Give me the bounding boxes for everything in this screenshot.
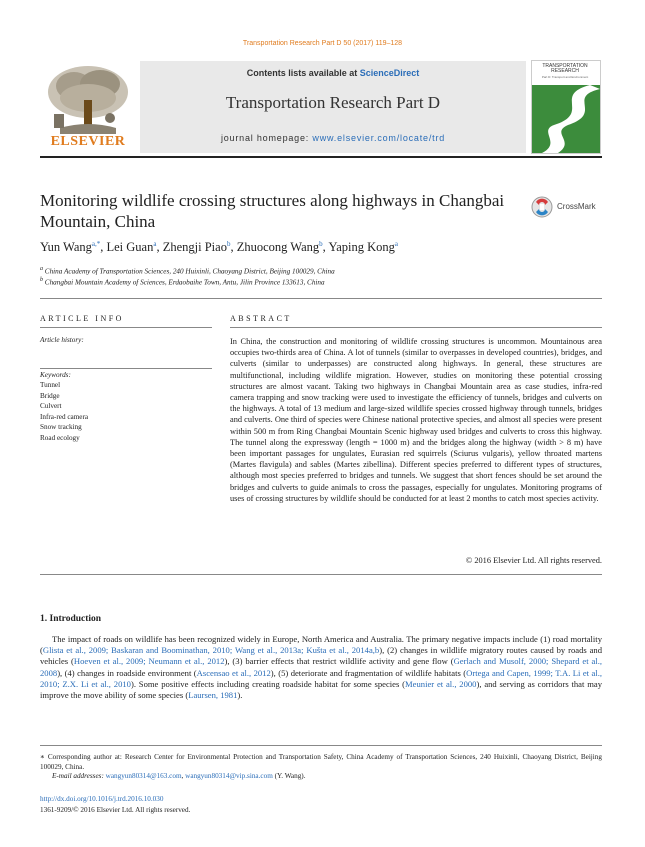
author[interactable]: Zhengji Piao$^b$ — [162, 240, 231, 255]
keyword: Bridge — [40, 391, 60, 400]
crossmark-label[interactable]: CrossMark — [557, 202, 596, 211]
contents-line: Contents lists available at ScienceDirect — [246, 68, 420, 78]
keyword: Infra-red camera — [40, 412, 89, 421]
cover-title: TRANSPORTATION RESEARCH — [542, 63, 588, 74]
keyword: Tunnel — [40, 381, 61, 389]
issn-line: 1361-9209/© 2016 Elsevier Ltd. All rights reserved. — [40, 806, 191, 814]
abstract-copyright: © 2016 Elsevier Ltd. All rights reserved. — [465, 556, 602, 565]
citation-link[interactable]: Gerlach and Musolf, 2000; Shepard et al., 2008 — [40, 656, 602, 678]
author[interactable]: Yaping Kong$^a$ — [328, 240, 398, 255]
abstract-text: In China, the construction and monitoring of wildlife crossing structures is uncommon. Mountainous area occupies two-thirds area of China. A lot of tunnels (similar to overpasses in developed countries), bridges, and culverts (similar to underpasses) are constructed along highways. In general, these structures are multifunctional, including wildlife migration. However, studies on monitoring these potential crossing structures are almost vacant. Taking two highways in Changbai Mountain area as case studies, infra-red camera trapping and snow tracking were used to investigate the efficiency of tunnels, bridges and culverts on the highways. A total of 13 medium and large-sized wildlife species crossed highway through tunnels, bridges and culverts. One third of species were Chinese national protective species, and almost all species were present within 500 m from Ring Changbai Mountain Scenic highway used bridges and culverts to cross this highway. The tunnel along the expressway (length = 1000 m) and the bridges along the highway (width > 8 m) have been important passages for ungulates, Eurasian red squirrels (Sciurus vulgaris), yellow throated martens (Martes flavigula) and sables (Martes zibellina). Different species preferred to different types of structures, although most species preferred to bridges and tunnels. We suggest that short fences should be set around the bridges and culverts to guide animals to cross the passages, especially for ungulates. Monitoring programs of uses of crossing structures by wildlife should be conducted for at least 2 months to catch most species activity. — [230, 337, 602, 503]
keywords-list — [40, 380, 88, 443]
asterisk-icon: ∗ — [40, 753, 45, 761]
journal-homepage: journal homepage: www.elsevier.com/locate/trd — [220, 133, 446, 143]
citation-link[interactable]: Ascensao et al., 2012 — [196, 667, 271, 678]
email-link[interactable]: wangyun80314@vip.sina.com — [185, 772, 273, 780]
article-info-rule — [40, 327, 212, 328]
intro-text-run: ), (4) changes in roadside environment ( — [57, 667, 197, 678]
article-info-heading: ARTICLE INFO — [40, 314, 124, 323]
keyword: Snow tracking — [40, 423, 82, 431]
email-line: E-mail addresses: wangyun80314@163.com, wangyun80314@vip.sina.com (Y. Wang). — [52, 772, 306, 780]
journal-reference[interactable]: Transportation Research Part D 50 (2017) 119–128 — [242, 40, 403, 47]
affiliation-b: $^b$ Changbai Mountain Academy of Sciences, Erdaobaihe Town, Antu, Jilin Province 133613, China — [40, 277, 325, 287]
article-title: Monitoring wildlife crossing structures along highways in Changbai Mountain, China — [40, 191, 505, 231]
intro-text-run: ). Some positive effects including creating roadside habitat for some species ( — [130, 678, 406, 689]
doi-link[interactable]: http://dx.doi.org/10.1016/j.trd.2016.10.030 — [40, 795, 164, 803]
intro-text-run: ), (5) deteriorate and fragmentation of wildlife habitats ( — [270, 667, 467, 678]
abstract-bottom-rule — [40, 574, 602, 575]
author-list: Yun Wang$^{a,*}$, Lei Guan$^a$, Zhengji Piao$^b$, Zhuocong Wang$^b$, Yaping Kong$^a$ — [40, 240, 398, 255]
author[interactable]: Zhuocong Wang$^b$ — [236, 240, 323, 255]
intro-text-run: ), (3) barrier effects that restrict wildlife activity and gene flow ( — [224, 656, 454, 667]
abstract-heading: ABSTRACT — [230, 314, 292, 323]
crossmark-icon[interactable] — [531, 196, 553, 218]
citation-link[interactable]: Ortega and Capen, 1999; T.A. Li et al., 2010; Z.X. Li et al., 2010 — [40, 667, 602, 689]
section-heading-introduction: 1. Introduction — [40, 614, 102, 624]
footnote-rule — [40, 745, 602, 746]
article-history-label: Article history: — [40, 336, 84, 344]
header-rule — [40, 156, 602, 158]
citation-link[interactable]: Meunier et al., 2000 — [405, 678, 477, 689]
intro-text-run: ), (2) changes in wildlife migratory routes caused by roads and vehicles ( — [40, 645, 603, 667]
intro-text-run: ). — [237, 690, 243, 701]
section-rule — [40, 298, 602, 299]
keywords-label: Keywords: — [40, 371, 71, 379]
citation-link[interactable]: Hoeven et al., 2009; Neumann et al., 2012 — [73, 656, 225, 667]
corresponding-author-note: ∗ Corresponding author at: Research Center for Environmental Protection and Transportation Safety, China Academy of Transportation Sciences, 240 Huixinli, Chaoyang District, Beijing 100029, China. — [40, 753, 602, 771]
journal-title: Transportation Research Part D — [225, 93, 441, 112]
email-link[interactable]: wangyun80314@163.com — [105, 772, 182, 780]
cover-subtitle: Part D: Transport and Environment — [541, 75, 589, 79]
sciencedirect-link[interactable]: ScienceDirect — [359, 68, 420, 78]
affiliation-a: $^a$ China Academy of Transportation Sciences, 240 Huixinli, Chaoyang District, Beijing 100029, China — [40, 266, 335, 276]
intro-text-run: ), and serving as corridors that may improve the move ability of some species ( — [40, 678, 602, 701]
keyword: Road ecology — [40, 433, 80, 442]
citation-link[interactable]: Glista et al., 2009; Baskaran and Boominathan, 2010; Wang et al., 2013a; Kušta et al., 2014a,b — [42, 645, 380, 656]
citation-link[interactable]: Laursen, 1981 — [188, 690, 238, 701]
history-rule — [40, 368, 212, 369]
keyword: Culvert — [40, 402, 62, 410]
publisher-name: ELSEVIER — [50, 134, 126, 149]
author[interactable]: Lei Guan$^a$ — [106, 240, 157, 255]
intro-text-run: The impact of roads on wildlife has been recognized widely in Europe, North America and Australia. The primary negative impacts include (1) road mortality ( — [40, 634, 602, 656]
abstract-rule — [230, 327, 602, 328]
author[interactable]: Yun Wang$^{a,*}$ — [40, 240, 101, 255]
homepage-link[interactable]: www.elsevier.com/locate/trd — [312, 133, 446, 143]
introduction-paragraph — [40, 634, 602, 701]
